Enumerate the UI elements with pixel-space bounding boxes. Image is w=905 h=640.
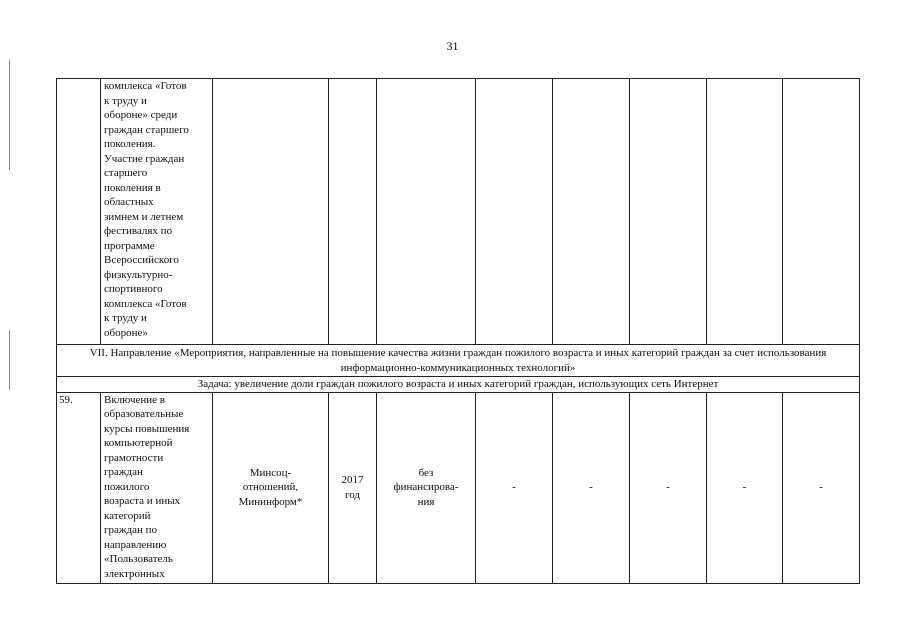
measures-table <box>56 78 860 584</box>
cell-value <box>630 79 707 345</box>
task-row <box>57 377 860 393</box>
cell-financing: без финансирова- ния <box>377 392 476 583</box>
cell-value: - <box>630 392 707 583</box>
task-text: Задача: увеличение доли граждан пожилого возраста и иных категорий граждан, использующих сеть Интернет <box>57 377 860 393</box>
cell-period <box>329 79 377 345</box>
cell-number <box>57 79 101 345</box>
cell-value <box>553 79 630 345</box>
cell-value <box>476 79 553 345</box>
table-row <box>57 392 860 583</box>
page-number: 31 <box>446 39 459 53</box>
cell-measure-title: Включение в образовательные курсы повышения компьютерной грамотности граждан пожилого возраста и иных категорий граждан по направлению «Пользователь электронных <box>101 392 213 583</box>
cell-value: - <box>783 392 860 583</box>
cell-executor: Минсоц- отношений, Мининформ* <box>213 392 329 583</box>
cell-value: - <box>553 392 630 583</box>
scan-edge-mark <box>9 330 10 390</box>
cell-executor <box>213 79 329 345</box>
cell-measure-title: комплекса «Готов к труду и обороне» среди граждан старшего поколения. Участие граждан старшего поколения в областных зимнем и летнем фестивалях по программе Всероссийского физкультурно- спортивного комплекса «Готов к труду и обороне» <box>101 79 213 345</box>
cell-value <box>783 79 860 345</box>
continued-row <box>57 79 860 345</box>
cell-value: - <box>707 392 783 583</box>
scan-edge-mark <box>9 60 10 170</box>
cell-value: - <box>476 392 553 583</box>
row-number: 59. <box>57 392 101 583</box>
cell-financing <box>377 79 476 345</box>
section-heading-row <box>57 345 860 377</box>
section-heading: VII. Направление «Мероприятия, направленные на повышение качества жизни граждан пожилого возраста и иных категорий граждан за счет использования информационно-коммуникационных технологий» <box>57 345 860 377</box>
cell-value <box>707 79 783 345</box>
cell-period: 2017 год <box>329 392 377 583</box>
